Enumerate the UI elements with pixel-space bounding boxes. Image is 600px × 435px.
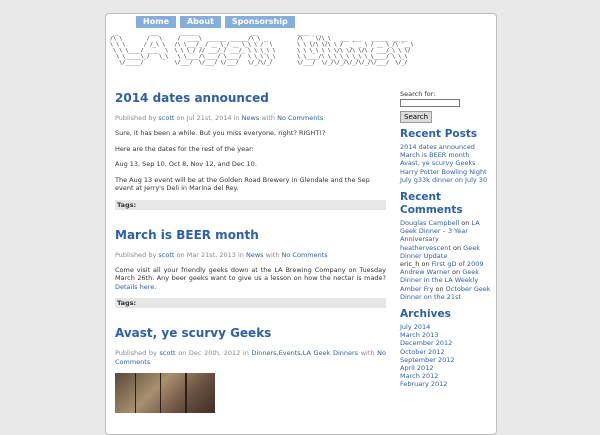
- comment-on: on: [459, 219, 472, 228]
- recent-comment: [400, 219, 492, 244]
- meta-with: with: [265, 250, 280, 259]
- post-comments-link[interactable]: No Comments: [115, 349, 386, 366]
- page-container: [105, 13, 497, 435]
- sidebar: [400, 90, 492, 396]
- post-tags: Tags:: [115, 200, 386, 210]
- meta-published-by: Published by: [115, 114, 157, 122]
- meta-date: on Jul 21st, 2014 in: [176, 114, 240, 122]
- recent-posts-list: [400, 143, 492, 184]
- comment-on: on: [450, 243, 464, 252]
- comment-on: on: [433, 284, 446, 293]
- post-comments-link[interactable]: No Comments: [277, 114, 324, 122]
- post-title[interactable]: March is BEER month: [115, 227, 259, 242]
- nav-home[interactable]: Home: [136, 16, 176, 28]
- comment-author-link[interactable]: Amber Fry: [400, 284, 434, 293]
- top-nav: [136, 16, 295, 28]
- meta-with: with: [261, 114, 276, 122]
- post-author-link[interactable]: scott: [159, 349, 176, 357]
- recent-comment: [400, 260, 492, 268]
- comment-post-link[interactable]: First gD of 2009: [431, 260, 484, 269]
- post-paragraph: Aug 13, Sep 10, Oct 8, Nov 12, and Dec 10.: [115, 160, 257, 168]
- archive-link[interactable]: April 2012: [400, 364, 434, 373]
- search-input[interactable]: [400, 99, 460, 107]
- comment-author: eric_h: [400, 260, 420, 269]
- comment-post-link[interactable]: Geek Dinner Update: [400, 243, 480, 260]
- nav-about[interactable]: About: [180, 16, 221, 28]
- recent-post-link[interactable]: July g33k dinner on July 30: [400, 175, 488, 184]
- post-meta: [115, 251, 386, 260]
- comment-post-link[interactable]: October Geek Dinner on the 21st: [400, 284, 491, 301]
- recent-comments-heading: Recent Comments: [400, 191, 463, 217]
- recent-post-link[interactable]: Harry Potter Bowling Night: [400, 167, 487, 176]
- post-tags: Tags:: [115, 298, 386, 308]
- recent-post-link[interactable]: Avast, ye scurvy Geeks: [400, 159, 476, 168]
- comment-on: on: [419, 260, 432, 269]
- details-link[interactable]: Details here.: [115, 282, 157, 291]
- archive-link[interactable]: February 2012: [400, 380, 448, 389]
- search-button[interactable]: Search: [400, 111, 432, 123]
- archives-list: [400, 323, 492, 389]
- archive-link[interactable]: September 2012: [400, 355, 455, 364]
- recent-post-link[interactable]: 2014 dates announced: [400, 143, 475, 151]
- comment-on: on: [449, 268, 463, 277]
- archive-link[interactable]: March 2012: [400, 372, 439, 381]
- post-paragraph: The Aug 13 event will be at the Golden Road Brewery in Glendale and the Sep event at Jerry's Deli in Marina del Rey.: [115, 175, 370, 192]
- recent-post-link[interactable]: March is BEER month: [400, 151, 470, 160]
- main-content: [115, 90, 386, 413]
- meta-published-by: Published by: [115, 250, 157, 259]
- archive-link[interactable]: December 2012: [400, 339, 453, 348]
- post-march-beer: [115, 227, 386, 309]
- post-paragraph: [115, 266, 386, 292]
- archives-heading: Archives: [400, 308, 451, 321]
- post-paragraph: Sure, it has been a while. But you miss everyone, right? RIGHT!?: [115, 129, 326, 137]
- archive-link[interactable]: July 2014: [400, 323, 431, 332]
- site-logo[interactable]: __ ___ ______ __ ____ _ /\ \ / \ / ____\ ______ ______/\ \ __ /\ _`\/\_\ ___ ___ ______ __ __ \ \ \ / /_\ \ /\ \___/_ / __ \_/ __ \_\ \ / \ \ \ \/\ \/\ \ / _` _ \ / __ \_/\`'__\ \ \ \____/ ____ \ \ \ \_/ // ___/_/ ___/_ \ \ \_\ \ \ \ \_\ \ \ \/\ \/\ \/\ / ___/_\ \ \/ \ \_____\_/ \_\ \ \____/\____/ \____/ \ \_\ \_\ \ \____/\ \_\ \_\ \_\ \_\____/ \ \_\ \/_____/ \/___/ \/___/ \/___/ \/_/\/_/ \/___/ \/_/\/_/\/_/\/_/\/___/ \/_/: [110, 30, 414, 66]
- post-title[interactable]: Avast, ye scurvy Geeks: [115, 326, 272, 340]
- post-paragraph: Here are the dates for the rest of the year:: [115, 144, 254, 153]
- meta-date: on Mar 21st, 2013 in: [176, 250, 244, 259]
- post-body: Come visit all your friendly geeks down at the LA Brewing Company on Tuesday March 26th. Any beer geeks want to give us a lesson on how the nectar is made?: [115, 265, 386, 282]
- post-author-link[interactable]: scott: [158, 114, 175, 122]
- post-category-link[interactable]: Dinners,Events,LA Geek Dinners: [251, 349, 359, 357]
- comment-author-link[interactable]: Douglas Campbell: [400, 219, 460, 228]
- comment-post-link[interactable]: LA Geek Dinner – 3 Year Anniversary: [400, 219, 480, 244]
- post-meta: [115, 114, 386, 123]
- post-meta: [115, 349, 386, 367]
- post-2014-dates: [115, 90, 386, 210]
- post-comments-link[interactable]: No Comments: [281, 250, 328, 259]
- recent-posts-heading: Recent Posts: [400, 128, 478, 140]
- comment-post-link[interactable]: Geek Dinner in the LA Weekly: [400, 268, 479, 285]
- meta-with: with: [360, 349, 375, 357]
- post-category-link[interactable]: News: [246, 250, 264, 259]
- meta-date: on Dec 20th, 2012 in: [178, 349, 249, 357]
- search-label: Search for:: [400, 90, 436, 98]
- recent-comment: [400, 285, 492, 301]
- post-author-link[interactable]: scott: [158, 250, 175, 259]
- post-photo[interactable]: [115, 373, 215, 413]
- nav-sponsorship[interactable]: Sponsorship: [225, 16, 295, 28]
- post-category-link[interactable]: News: [241, 114, 260, 122]
- recent-comment: [400, 268, 492, 284]
- archive-link[interactable]: March 2013: [400, 331, 439, 340]
- comment-author-link[interactable]: heathervescent: [400, 243, 451, 252]
- comment-author-link[interactable]: Andrew Warner: [400, 268, 450, 277]
- recent-comment: [400, 244, 492, 260]
- archive-link[interactable]: October 2012: [400, 347, 445, 356]
- post-title[interactable]: 2014 dates announced: [115, 91, 269, 105]
- meta-published-by: Published by: [115, 349, 157, 357]
- recent-comments-list: [400, 219, 492, 301]
